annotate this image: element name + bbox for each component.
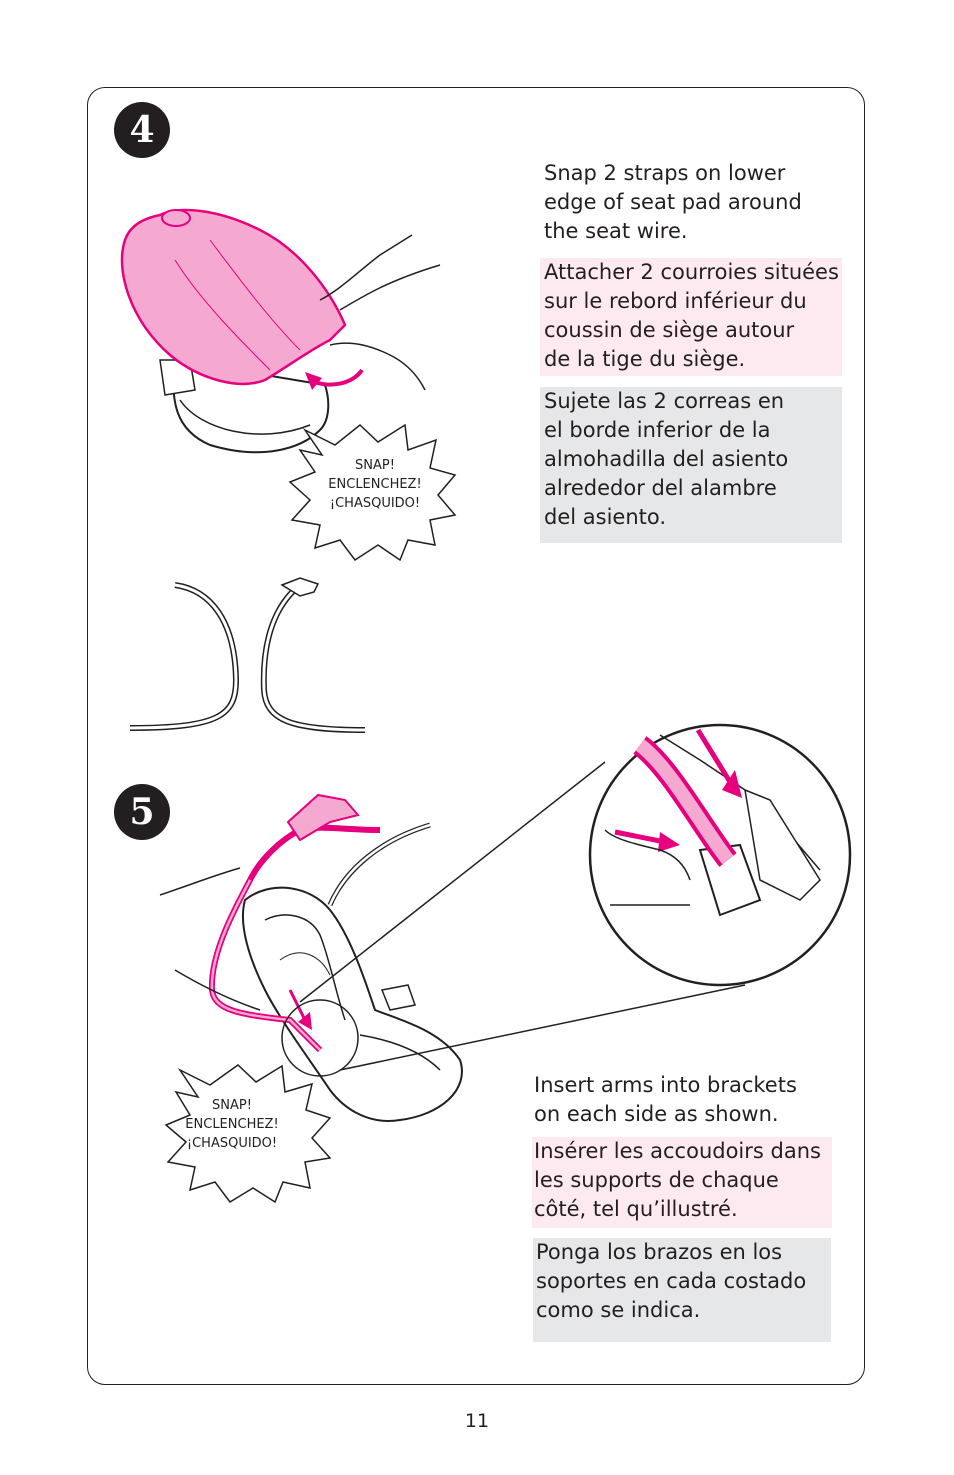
step-4-instructions-fr: Attacher 2 courroies situées sur le rebord inférieur du coussin de siège autour de la tige du siège. <box>540 258 842 376</box>
seat-pad-illustration <box>122 210 440 452</box>
page-number: 11 <box>464 1410 490 1432</box>
arm-parts-illustration <box>130 578 365 730</box>
bracket-detail-illustration <box>590 725 850 985</box>
step-4-badge: 4 <box>114 102 170 158</box>
step-4-instructions-en: Snap 2 straps on lower edge of seat pad around the seat wire. <box>544 161 802 243</box>
step-4-snap-label: SNAP! ENCLENCHEZ! ¡CHASQUIDO! <box>328 458 422 511</box>
step-5-instructions-fr: Insérer les accoudoirs dans les supports de chaque côté, tel qu’illustré. <box>532 1137 832 1228</box>
step-5-badge: 5 <box>114 784 170 840</box>
step-4-instructions-es: Sujete las 2 correas en el borde inferior de la almohadilla del asiento alrededor del alambre del asiento. <box>540 387 842 543</box>
step-5-snap-label: SNAP! ENCLENCHEZ! ¡CHASQUIDO! <box>185 1098 279 1151</box>
step-5-instructions-es: Ponga los brazos en los soportes en cada costado como se indica. <box>533 1238 831 1342</box>
step-5-instructions-en: Insert arms into brackets on each side as shown. <box>534 1073 797 1126</box>
